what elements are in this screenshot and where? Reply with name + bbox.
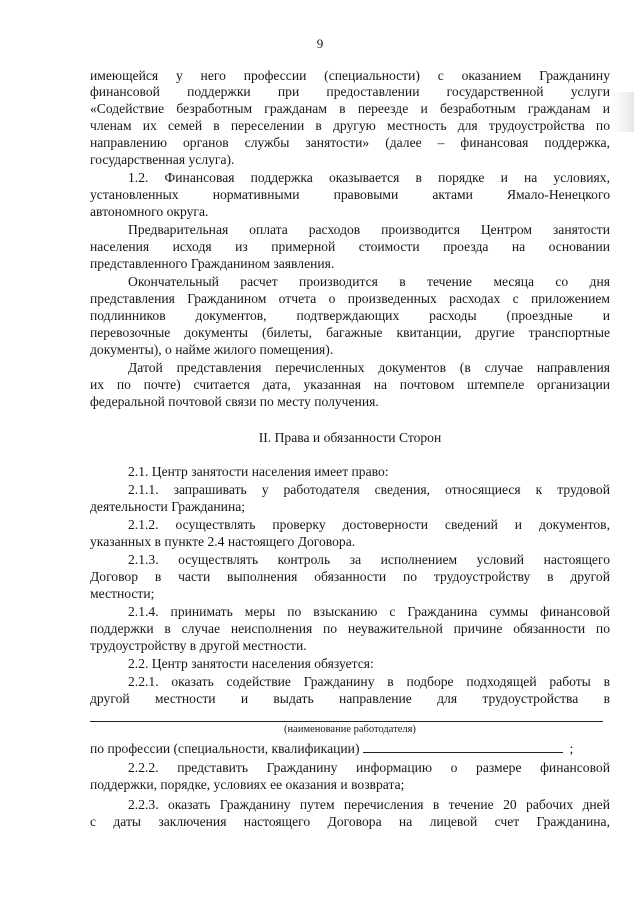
page-number: 9: [316, 36, 324, 51]
text-line: 2.2.3. оказать Гражданину путем перечисления в течение 20 рабочих дней: [128, 797, 610, 812]
text-line: представленного Гражданином заявления.: [90, 256, 335, 271]
text-line: государственная услуга).: [90, 152, 235, 167]
text-line: подлинников документов, подтверждающих расходы (проездные и: [90, 308, 610, 323]
text-line: установленных нормативными правовыми актами Ямало-Ненецкого: [90, 187, 610, 202]
text-line: Окончательный расчет производится в течение месяца со дня: [128, 274, 610, 289]
text-line: 2.2.2. представить Гражданину информацию о размере финансовой: [128, 760, 610, 775]
text-line: Договор в части выполнения обязанности по трудоустройству в другой: [90, 569, 610, 584]
text-line: 2.1.1. запрашивать у работодателя сведения, относящиеся к трудовой: [128, 482, 610, 497]
text-line: федеральной почтовой связи по месту получения.: [90, 394, 379, 409]
text-line: населения исходя из примерной стоимости проезда на основании: [90, 239, 610, 254]
text-line: местности;: [90, 586, 155, 601]
text-line: Предварительная оплата расходов производится Центром занятости: [128, 222, 610, 237]
text-line: автономного округа.: [90, 204, 209, 219]
text-line: имеющейся у него профессии (специальности) с оказанием Гражданину: [90, 68, 610, 83]
text-line: их по почте) считается дата, указанная на почтовом штемпеле организации: [90, 377, 610, 392]
text-line: деятельности Гражданина;: [90, 499, 246, 514]
text-line: «Содействие безработным гражданам в переезде и безработным гражданам и: [90, 101, 610, 116]
text-line: 2.1.4. принимать меры по взысканию с Гражданина суммы финансовой: [128, 604, 610, 619]
text-line: 2.2.1. оказать содействие Гражданину в подборе подходящей работы в: [128, 674, 610, 689]
text-line: поддержки, порядке, условиях ее оказания и возврата;: [90, 777, 405, 792]
scan-artifact: [612, 92, 634, 132]
employer-blank-line: [90, 721, 603, 722]
text-line: 2.2. Центр занятости населения обязуется:: [128, 656, 374, 671]
text-line: перевозочные документы (билеты, багажные квитанции, другие транспортные: [90, 325, 610, 340]
text-line: поддержки в случае неисполнения по неуважительной причине обязанности по: [90, 621, 610, 636]
profession-suffix: ;: [569, 741, 574, 756]
text-line: трудоустройству в другой местности.: [90, 638, 307, 653]
text-line: 2.1. Центр занятости населения имеет право:: [128, 464, 389, 479]
employer-caption: (наименование работодателя): [284, 724, 416, 735]
text-line: указанных в пункте 2.4 настоящего Договора.: [90, 534, 356, 549]
text-line: направлению органов службы занятости» (далее – финансовая поддержка,: [90, 135, 610, 150]
text-line: финансовой поддержки при предоставлении государственной услуги: [90, 84, 610, 99]
profession-blank: [363, 740, 563, 753]
text-line: Датой представления перечисленных документов (в случае направления: [128, 360, 610, 375]
text-line: членам их семей в переселении в другую местность для трудоустройства по: [90, 118, 610, 133]
text-line: документы), о найме жилого помещения).: [90, 342, 334, 357]
profession-line: [90, 740, 610, 758]
text-line: с даты заключения настоящего Договора на лицевой счет Гражданина,: [90, 814, 610, 829]
text-line: представления Гражданином отчета о произведенных расходах с приложением: [90, 291, 610, 306]
profession-label: по профессии (специальности, квалификации): [90, 741, 360, 756]
section-heading: II. Права и обязанности Сторон: [258, 430, 442, 445]
text-line: 2.1.2. осуществлять проверку достоверности сведений и документов,: [128, 517, 610, 532]
text-line: другой местности и выдать направление для трудоустройства в: [90, 691, 610, 706]
text-line: 2.1.3. осуществлять контроль за исполнением условий настоящего: [128, 552, 610, 567]
text-line: 1.2. Финансовая поддержка оказывается в порядке и на условиях,: [128, 170, 610, 185]
